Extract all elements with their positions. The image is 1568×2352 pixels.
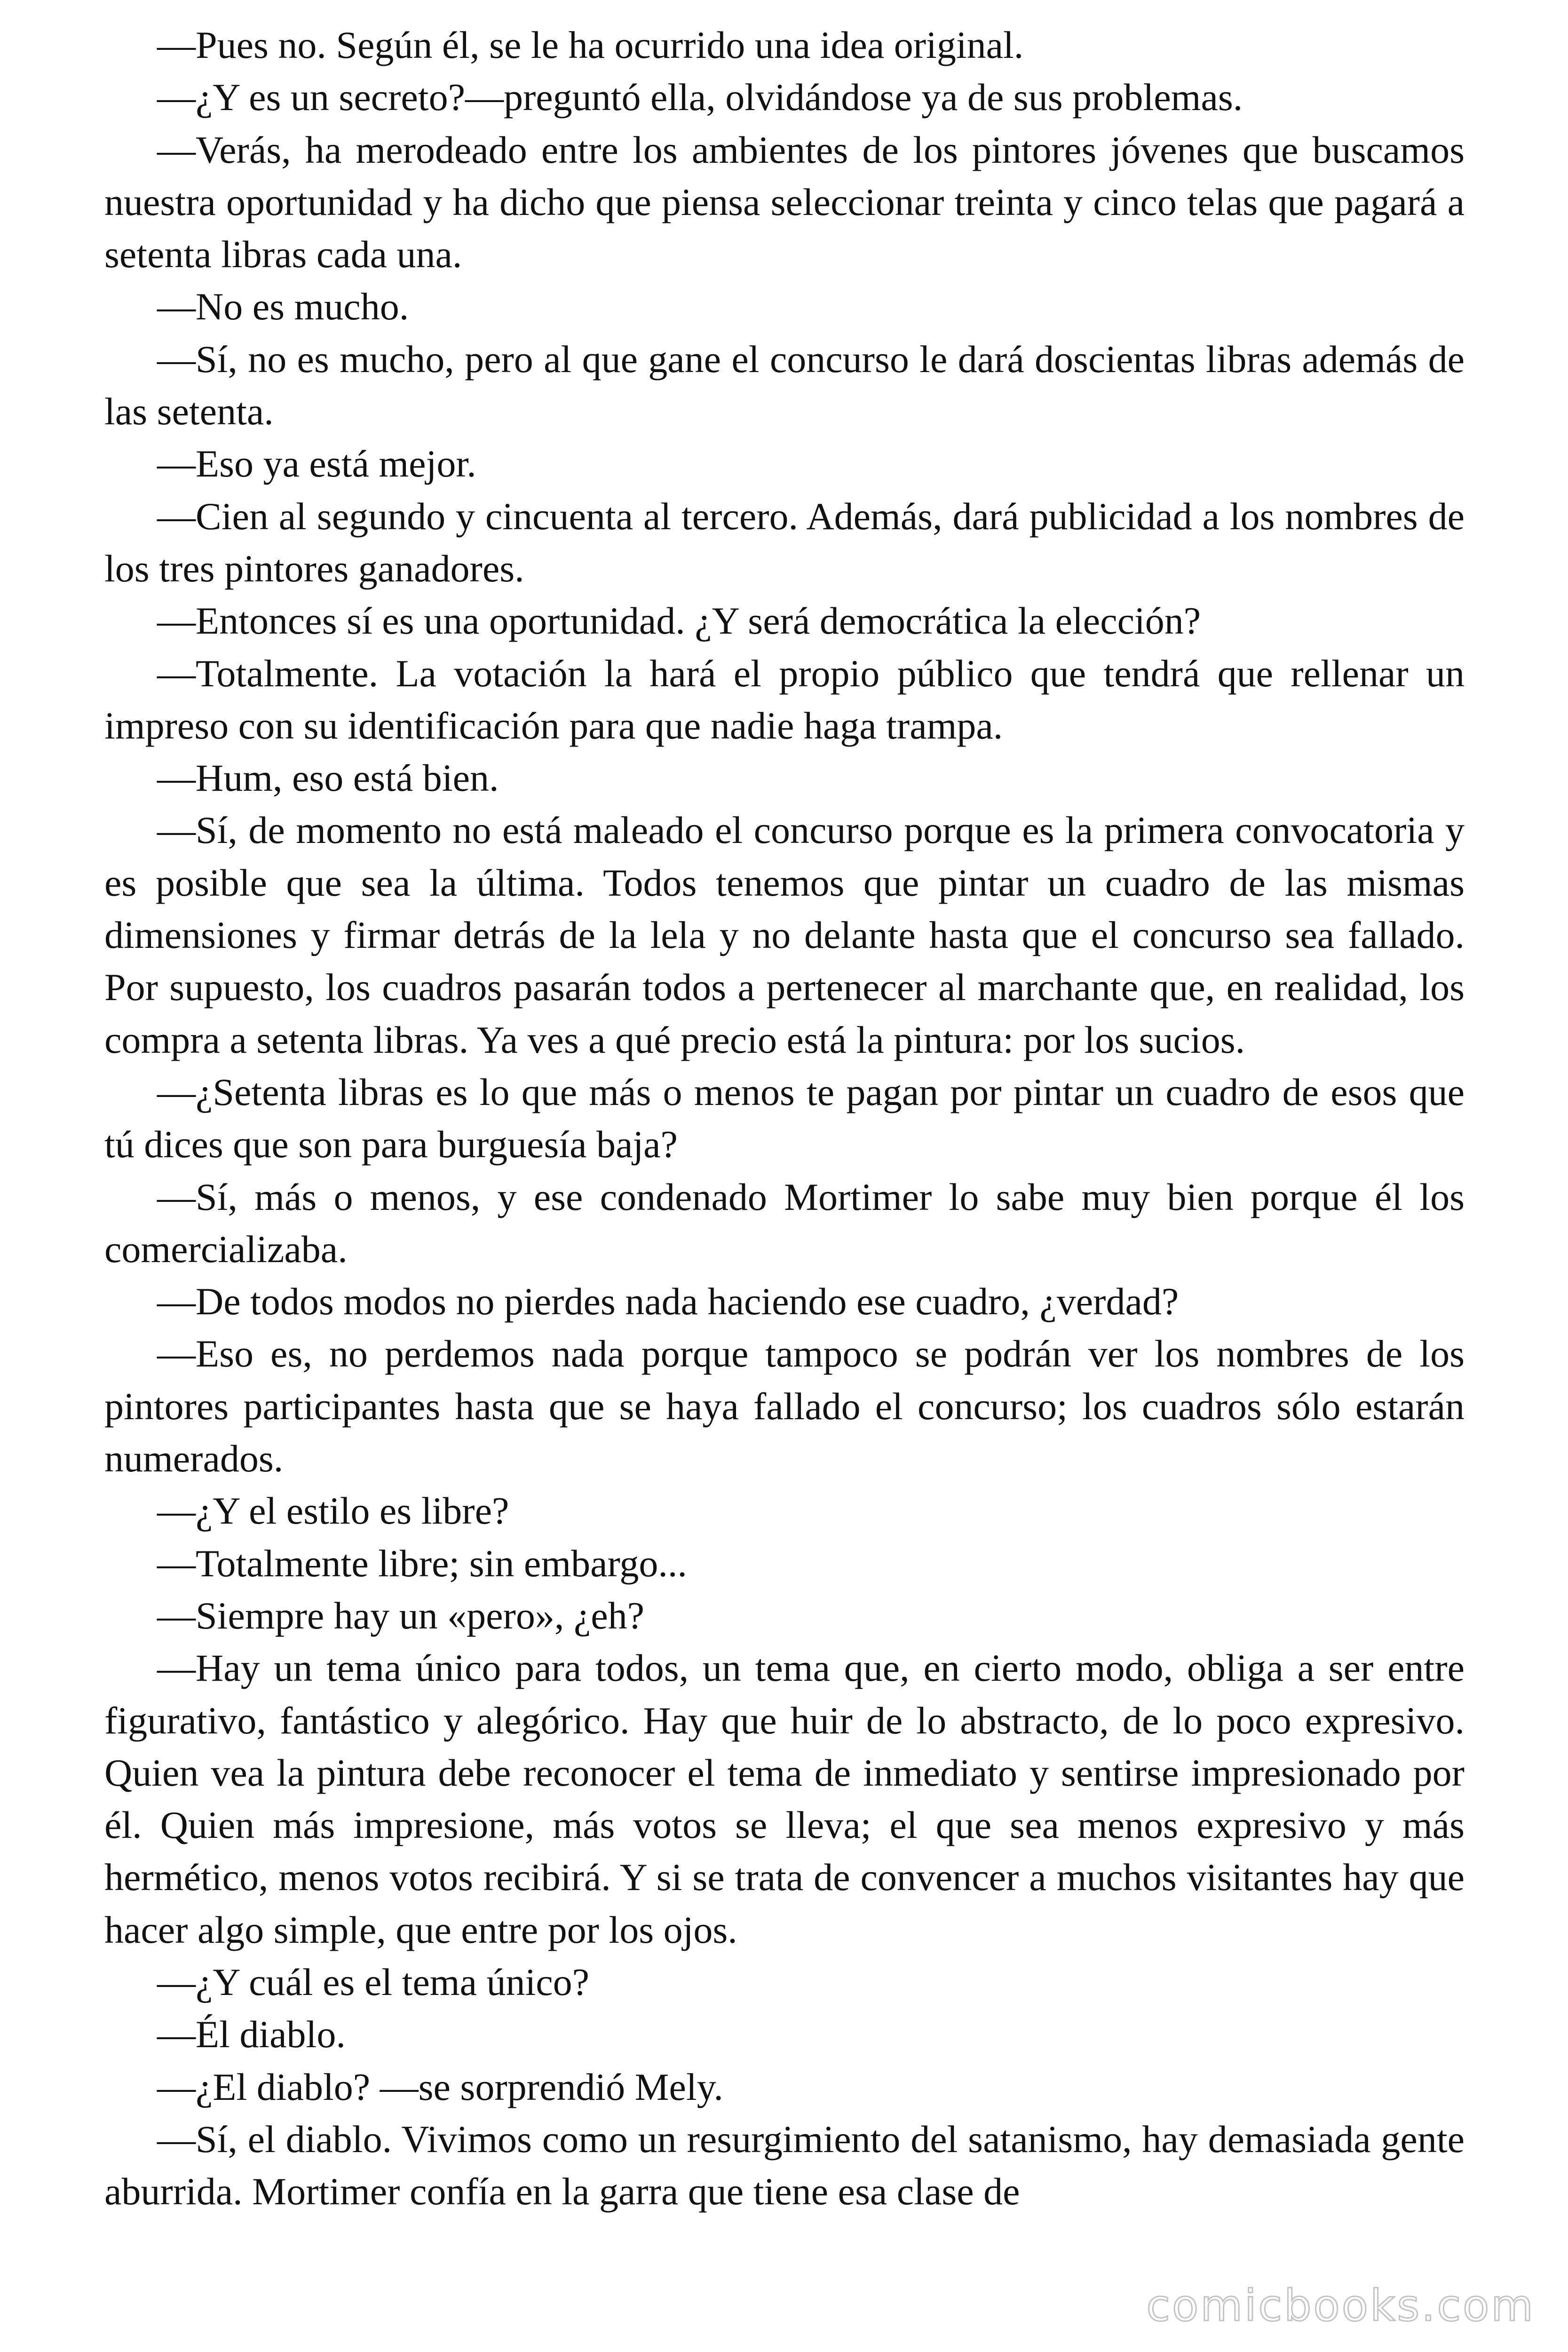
paragraph: —¿Setenta libras es lo que más o menos te pagan por pintar un cuadro de esos que tú dices que son para burguesía baja?	[104, 1070, 1465, 1166]
paragraph: —Hay un tema único para todos, un tema que, en cierto modo, obliga a ser entre figurativo, fantástico y alegórico. Hay que huir de lo abstracto, de lo poco expresivo. Quien vea la pintura debe reconocer el tema de inmediato y sentirse impresionado por él. Quien más impresione, más votos se lleva; el que sea menos expresivo y más hermético, menos votos recibirá. Y si se trata de convencer a muchos visitantes hay que hacer algo simple, que entre por los ojos.	[104, 1646, 1465, 1951]
paragraph: —¿Y el estilo es libre?	[157, 1489, 509, 1533]
paragraph: —¿Y es un secreto?—preguntó ella, olvidándose ya de sus problemas.	[157, 76, 1243, 119]
watermark: comicbooks.com	[1146, 2280, 1535, 2331]
paragraph: —Sí, más o menos, y ese condenado Mortimer lo sabe muy bien porque él los comercializaba.	[104, 1175, 1465, 1271]
paragraph: —Verás, ha merodeado entre los ambientes de los pintores jóvenes que buscamos nuestra oportunidad y ha dicho que piensa seleccionar treinta y cinco telas que pagará a setenta libras cada una.	[104, 128, 1465, 276]
paragraph: —Entonces sí es una oportunidad. ¿Y será democrática la elección?	[157, 599, 1201, 643]
paragraph: —De todos modos no pierdes nada haciendo ese cuadro, ¿verdad?	[157, 1280, 1179, 1323]
paragraph: —No es mucho.	[157, 285, 409, 328]
paragraph: —Sí, no es mucho, pero al que gane el concurso le dará doscientas libras además de las setenta.	[104, 337, 1465, 433]
paragraph: —¿El diablo? —se sorprendió Mely.	[157, 2065, 723, 2108]
paragraph: —Totalmente. La votación la hará el propio público que tendrá que rellenar un impreso con su identificación para que nadie haga trampa.	[104, 652, 1465, 747]
paragraph: —Hum, eso está bien.	[157, 756, 499, 800]
paragraph: —Cien al segundo y cincuenta al tercero. Además, dará publicidad a los nombres de los tres pintores ganadores.	[104, 494, 1465, 590]
paragraph: —Siempre hay un «pero», ¿eh?	[157, 1594, 645, 1637]
paragraph: —Eso es, no perdemos nada porque tampoco se podrán ver los nombres de los pintores participantes hasta que se haya fallado el concurso; los cuadros sólo estarán numerados.	[104, 1332, 1465, 1480]
paragraph: —Sí, el diablo. Vivimos como un resurgimiento del satanismo, hay demasiada gente aburrida. Mortimer confía en la garra que tiene esa clase de	[104, 2117, 1465, 2213]
book-page-text	[104, 19, 1465, 2217]
paragraph: —Eso ya está mejor.	[157, 442, 476, 485]
paragraph: —Totalmente libre; sin embargo...	[157, 1542, 687, 1585]
paragraph: —Sí, de momento no está maleado el concurso porque es la primera convocatoria y es posible que sea la última. Todos tenemos que pintar un cuadro de las mismas dimensiones y firmar detrás de la lela y no delante hasta que el concurso sea fallado. Por supuesto, los cuadros pasarán todos a pertenecer al marchante que, en realidad, los compra a setenta libras. Ya ves a qué precio está la pintura: por los sucios.	[104, 809, 1465, 1061]
paragraph: —¿Y cuál es el tema único?	[157, 1960, 590, 2003]
paragraph: —Él diablo.	[157, 2013, 346, 2056]
paragraph: —Pues no. Según él, se le ha ocurrido una idea original.	[157, 24, 1024, 66]
